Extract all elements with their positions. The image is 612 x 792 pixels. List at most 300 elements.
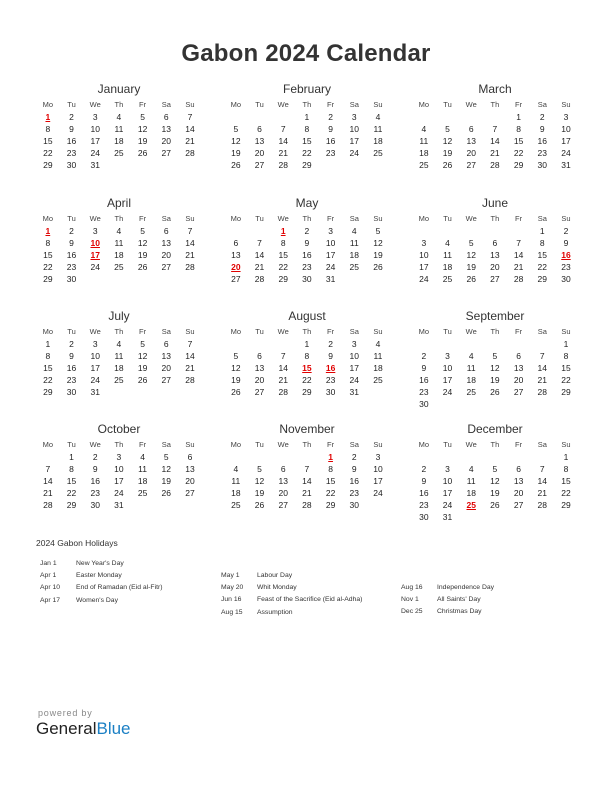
- day: 2: [539, 112, 545, 122]
- empty-day: [507, 338, 531, 350]
- day: 15: [561, 476, 571, 486]
- weekday-header: Sa: [161, 100, 171, 109]
- day: 13: [231, 250, 241, 260]
- day: 27: [490, 274, 500, 284]
- day: 1: [45, 339, 51, 349]
- day: 25: [114, 148, 124, 158]
- weekday-header: Mo: [42, 440, 54, 449]
- day: 25: [114, 262, 124, 272]
- day: 30: [66, 274, 77, 284]
- powered-by-label: powered by: [38, 708, 93, 718]
- day: 11: [443, 250, 452, 260]
- day: 10: [90, 124, 100, 134]
- day: 26: [442, 160, 453, 170]
- day: 22: [43, 375, 53, 385]
- day: 13: [513, 476, 524, 486]
- day: 8: [45, 351, 51, 361]
- day: 7: [539, 464, 545, 474]
- empty-day: [483, 338, 507, 350]
- day: 17: [349, 363, 360, 373]
- day: 18: [137, 476, 148, 486]
- weekday-header: Sa: [349, 214, 359, 223]
- holiday-row: [40, 582, 163, 594]
- day: 3: [351, 339, 357, 349]
- month-days-grid: [412, 439, 578, 523]
- empty-day: [412, 451, 436, 463]
- day: 1: [516, 112, 521, 122]
- holiday-day: 17: [90, 250, 100, 260]
- empty-day: [459, 111, 483, 123]
- day: 7: [539, 351, 545, 361]
- day: 6: [280, 464, 286, 474]
- day: 18: [373, 136, 383, 146]
- weekday-header: Mo: [230, 100, 242, 109]
- holiday-date: Apr 10: [40, 584, 61, 592]
- weekday-header: Su: [185, 327, 195, 336]
- weekday-header: Th: [490, 327, 500, 336]
- day: 12: [490, 476, 500, 486]
- day: 4: [375, 112, 381, 122]
- day: 23: [419, 500, 429, 510]
- day: 2: [421, 351, 427, 361]
- day: 5: [140, 226, 145, 236]
- day: 8: [516, 124, 521, 134]
- day: 10: [561, 124, 571, 134]
- day: 26: [490, 500, 500, 510]
- day: 5: [375, 226, 381, 236]
- holiday-date: Apr 1: [40, 572, 57, 580]
- holiday-day: 1: [280, 226, 286, 236]
- day: 2: [421, 464, 427, 474]
- day: 9: [92, 464, 98, 474]
- day: 12: [137, 351, 148, 361]
- weekday-header: Sa: [349, 440, 359, 449]
- day: 24: [325, 262, 336, 272]
- day: 7: [45, 464, 51, 474]
- day: 2: [563, 226, 569, 236]
- day: 4: [116, 112, 122, 122]
- weekday-header: Su: [561, 440, 571, 449]
- empty-day: [459, 451, 483, 463]
- holiday-row: [40, 558, 163, 570]
- day: 20: [161, 363, 172, 373]
- weekday-header: Sa: [537, 440, 547, 449]
- month-november: [224, 422, 390, 511]
- day: 27: [513, 500, 524, 510]
- day: 23: [325, 375, 336, 385]
- day: 28: [254, 274, 265, 284]
- weekday-header: We: [89, 214, 101, 223]
- day: 15: [537, 250, 548, 260]
- day: 16: [66, 363, 77, 373]
- weekday-header: Fr: [515, 214, 523, 223]
- day: 7: [516, 238, 521, 248]
- month-june: [412, 196, 578, 285]
- day: 9: [328, 124, 333, 134]
- day: 18: [114, 363, 124, 373]
- day: 1: [563, 452, 569, 462]
- day: 8: [328, 464, 333, 474]
- holiday-date: May 1: [221, 572, 240, 579]
- month-name: November: [279, 422, 335, 436]
- holiday-row: [401, 582, 494, 594]
- holiday-day: 1: [45, 112, 51, 122]
- month-name: March: [478, 82, 512, 96]
- day: 20: [466, 148, 476, 158]
- day: 22: [513, 148, 524, 158]
- holiday-row: [221, 570, 362, 582]
- month-name: June: [481, 196, 509, 210]
- holiday-column: [401, 582, 494, 619]
- day: 14: [185, 351, 195, 361]
- day: 9: [69, 124, 74, 134]
- month-february: [224, 82, 390, 171]
- day: 23: [302, 262, 312, 272]
- day: 16: [302, 250, 312, 260]
- weekday-header: We: [465, 327, 477, 336]
- weekday-header: We: [465, 440, 477, 449]
- day: 1: [563, 339, 569, 349]
- day: 26: [466, 274, 476, 284]
- day: 3: [445, 351, 450, 361]
- day: 6: [516, 464, 521, 474]
- holiday-name: Independence Day: [437, 584, 495, 591]
- holiday-day: 1: [328, 452, 333, 462]
- day: 22: [43, 148, 53, 158]
- month-days-grid: [36, 326, 202, 398]
- weekday-header: Tu: [255, 327, 264, 336]
- day: 9: [328, 351, 333, 361]
- empty-day: [483, 111, 507, 123]
- day: 10: [349, 124, 360, 134]
- day: 8: [304, 124, 310, 134]
- weekday-header: Mo: [42, 214, 54, 223]
- day: 15: [325, 476, 336, 486]
- holiday-name: Labour Day: [257, 572, 293, 579]
- month-july: [36, 309, 202, 398]
- holiday-date: Aug 16: [401, 584, 423, 591]
- holiday-date: May 20: [221, 584, 244, 592]
- holiday-day: 1: [45, 226, 51, 236]
- day: 22: [302, 375, 312, 385]
- weekday-header: Mo: [42, 327, 54, 336]
- day: 13: [161, 351, 172, 361]
- day: 18: [373, 363, 383, 373]
- weekday-header: We: [277, 100, 289, 109]
- holiday-row: [40, 570, 163, 582]
- holiday-row: [401, 594, 494, 606]
- weekday-header: We: [89, 327, 101, 336]
- day: 31: [561, 160, 571, 170]
- month-october: [36, 422, 202, 511]
- day: 6: [187, 452, 193, 462]
- holiday-date: Nov 1: [401, 596, 419, 604]
- empty-day: [530, 338, 554, 350]
- day: 21: [537, 375, 548, 385]
- day: 11: [231, 476, 241, 486]
- day: 30: [302, 274, 312, 284]
- weekday-header: Mo: [42, 100, 54, 109]
- day: 20: [161, 250, 172, 260]
- day: 21: [185, 363, 195, 373]
- day: 3: [351, 112, 357, 122]
- weekday-header: Tu: [443, 440, 452, 449]
- weekday-header: Tu: [255, 100, 264, 109]
- day: 30: [66, 160, 77, 170]
- day: 5: [140, 112, 145, 122]
- day: 19: [490, 488, 500, 498]
- empty-day: [412, 225, 436, 237]
- day: 28: [185, 262, 195, 272]
- day: 9: [351, 464, 357, 474]
- day: 2: [328, 112, 333, 122]
- holiday-row: [401, 606, 494, 618]
- day: 1: [539, 226, 545, 236]
- month-days-grid: [36, 439, 202, 511]
- day: 9: [421, 363, 427, 373]
- day: 27: [254, 387, 265, 397]
- day: 10: [90, 351, 100, 361]
- day: 15: [302, 136, 312, 146]
- day: 26: [161, 488, 172, 498]
- weekday-header: Su: [185, 440, 195, 449]
- weekday-header: Th: [114, 327, 124, 336]
- month-days-grid: [412, 326, 578, 410]
- empty-day: [248, 111, 272, 123]
- month-september: [412, 309, 578, 410]
- day: 30: [419, 512, 429, 522]
- day: 16: [537, 136, 548, 146]
- day: 27: [161, 375, 172, 385]
- day: 3: [563, 112, 569, 122]
- day: 5: [233, 124, 239, 134]
- day: 17: [419, 262, 429, 272]
- day: 26: [137, 375, 148, 385]
- day: 16: [419, 375, 429, 385]
- day: 10: [419, 250, 429, 260]
- day: 6: [163, 339, 169, 349]
- day: 20: [254, 148, 265, 158]
- day: 22: [537, 262, 548, 272]
- month-days-grid: [224, 439, 390, 511]
- day: 19: [373, 250, 383, 260]
- day: 6: [492, 238, 498, 248]
- weekday-header: Tu: [443, 214, 452, 223]
- day: 21: [185, 136, 195, 146]
- day: 27: [161, 262, 172, 272]
- day: 25: [373, 148, 383, 158]
- brand-blue: Blue: [96, 719, 131, 738]
- day: 5: [257, 464, 262, 474]
- weekday-header: We: [89, 100, 101, 109]
- day: 24: [419, 274, 429, 284]
- day: 31: [114, 500, 124, 510]
- day: 26: [231, 387, 241, 397]
- weekday-header: Th: [114, 440, 124, 449]
- month-days-grid: [224, 99, 390, 171]
- day: 4: [351, 226, 357, 236]
- weekday-header: Su: [561, 100, 571, 109]
- month-name: January: [97, 82, 141, 96]
- weekday-header: We: [277, 214, 289, 223]
- day: 14: [185, 124, 195, 134]
- month-name: October: [97, 422, 141, 436]
- day: 26: [137, 262, 148, 272]
- day: 21: [302, 488, 312, 498]
- day: 24: [90, 148, 100, 158]
- weekday-header: Mo: [418, 440, 430, 449]
- day: 28: [537, 387, 548, 397]
- day: 17: [442, 488, 453, 498]
- empty-day: [36, 451, 60, 463]
- weekday-header: Tu: [67, 100, 76, 109]
- generalblue-logo[interactable]: [36, 719, 131, 739]
- holiday-day: 25: [466, 500, 476, 510]
- holiday-name: Christmas Day: [437, 608, 482, 616]
- day: 9: [69, 238, 74, 248]
- day: 4: [140, 452, 145, 462]
- weekday-header: Th: [490, 214, 500, 223]
- day: 2: [92, 452, 98, 462]
- holiday-row: [221, 582, 362, 594]
- day: 11: [419, 136, 429, 146]
- holiday-name: Assumption: [257, 608, 293, 616]
- day: 26: [254, 500, 265, 510]
- day: 2: [69, 112, 74, 122]
- day: 10: [373, 464, 383, 474]
- holiday-date: Apr 17: [40, 596, 61, 604]
- day: 28: [185, 148, 195, 158]
- holiday-day: 16: [325, 363, 336, 373]
- weekday-header: Mo: [418, 100, 430, 109]
- day: 26: [231, 160, 241, 170]
- day: 26: [490, 387, 500, 397]
- weekday-header: Fr: [327, 214, 335, 223]
- day: 16: [419, 488, 429, 498]
- day: 16: [90, 476, 100, 486]
- day: 7: [187, 226, 193, 236]
- weekday-header: Mo: [418, 327, 430, 336]
- day: 5: [140, 339, 145, 349]
- day: 21: [278, 375, 288, 385]
- month-name: August: [288, 309, 326, 323]
- day: 18: [442, 262, 453, 272]
- day: 3: [92, 226, 98, 236]
- weekday-header: Fr: [327, 100, 335, 109]
- weekday-header: We: [277, 440, 289, 449]
- weekday-header: Sa: [161, 214, 171, 223]
- day: 12: [442, 136, 453, 146]
- empty-day: [412, 111, 436, 123]
- weekday-header: Mo: [230, 440, 242, 449]
- day: 17: [90, 136, 100, 146]
- weekday-header: Su: [373, 440, 383, 449]
- day: 13: [254, 363, 265, 373]
- month-august: [224, 309, 390, 398]
- month-may: [224, 196, 390, 285]
- day: 18: [349, 250, 360, 260]
- day: 11: [373, 124, 383, 134]
- day: 29: [302, 160, 312, 170]
- day: 8: [539, 238, 545, 248]
- day: 17: [373, 476, 383, 486]
- day: 21: [43, 488, 53, 498]
- weekday-header: Mo: [230, 214, 242, 223]
- holiday-name: New Year's Day: [76, 560, 124, 567]
- day: 15: [43, 136, 53, 146]
- brand-general: General: [36, 719, 97, 738]
- month-january: [36, 82, 202, 171]
- day: 29: [43, 160, 53, 170]
- holiday-name: Women's Day: [76, 596, 118, 604]
- day: 26: [373, 262, 383, 272]
- day: 8: [280, 238, 286, 248]
- day: 20: [161, 136, 172, 146]
- day: 17: [325, 250, 336, 260]
- day: 24: [349, 148, 360, 158]
- day: 4: [421, 124, 427, 134]
- weekday-header: Th: [302, 100, 312, 109]
- weekday-header: Sa: [349, 327, 359, 336]
- day: 15: [66, 476, 77, 486]
- day: 7: [304, 464, 310, 474]
- day: 4: [233, 464, 239, 474]
- day: 3: [375, 452, 381, 462]
- day: 22: [66, 488, 77, 498]
- holiday-day: 15: [302, 363, 312, 373]
- empty-day: [459, 338, 483, 350]
- empty-day: [248, 338, 272, 350]
- day: 18: [419, 148, 429, 158]
- day: 11: [114, 124, 124, 134]
- day: 30: [419, 399, 429, 409]
- day: 8: [69, 464, 74, 474]
- day: 13: [254, 136, 265, 146]
- day: 27: [278, 500, 288, 510]
- weekday-header: Sa: [537, 100, 547, 109]
- day: 24: [349, 375, 360, 385]
- weekday-header: Fr: [139, 327, 147, 336]
- day: 5: [163, 452, 169, 462]
- day: 26: [137, 148, 148, 158]
- month-name: February: [282, 82, 332, 96]
- day: 28: [43, 500, 53, 510]
- weekday-header: Su: [373, 214, 383, 223]
- weekday-header: Sa: [537, 327, 547, 336]
- weekday-header: Th: [114, 100, 124, 109]
- day: 23: [537, 148, 548, 158]
- month-days-grid: [36, 213, 202, 285]
- day: 3: [328, 226, 333, 236]
- empty-day: [436, 111, 460, 123]
- day: 6: [257, 124, 262, 134]
- day: 5: [492, 351, 498, 361]
- day: 8: [304, 351, 310, 361]
- day: 9: [563, 238, 569, 248]
- day: 29: [561, 500, 571, 510]
- day: 12: [254, 476, 265, 486]
- day: 25: [349, 262, 360, 272]
- day: 27: [254, 160, 265, 170]
- weekday-header: Su: [373, 327, 383, 336]
- day: 9: [69, 351, 74, 361]
- day: 17: [90, 363, 100, 373]
- weekday-header: Tu: [255, 440, 264, 449]
- day: 4: [468, 351, 474, 361]
- day: 11: [114, 351, 124, 361]
- empty-day: [412, 338, 436, 350]
- day: 23: [419, 387, 429, 397]
